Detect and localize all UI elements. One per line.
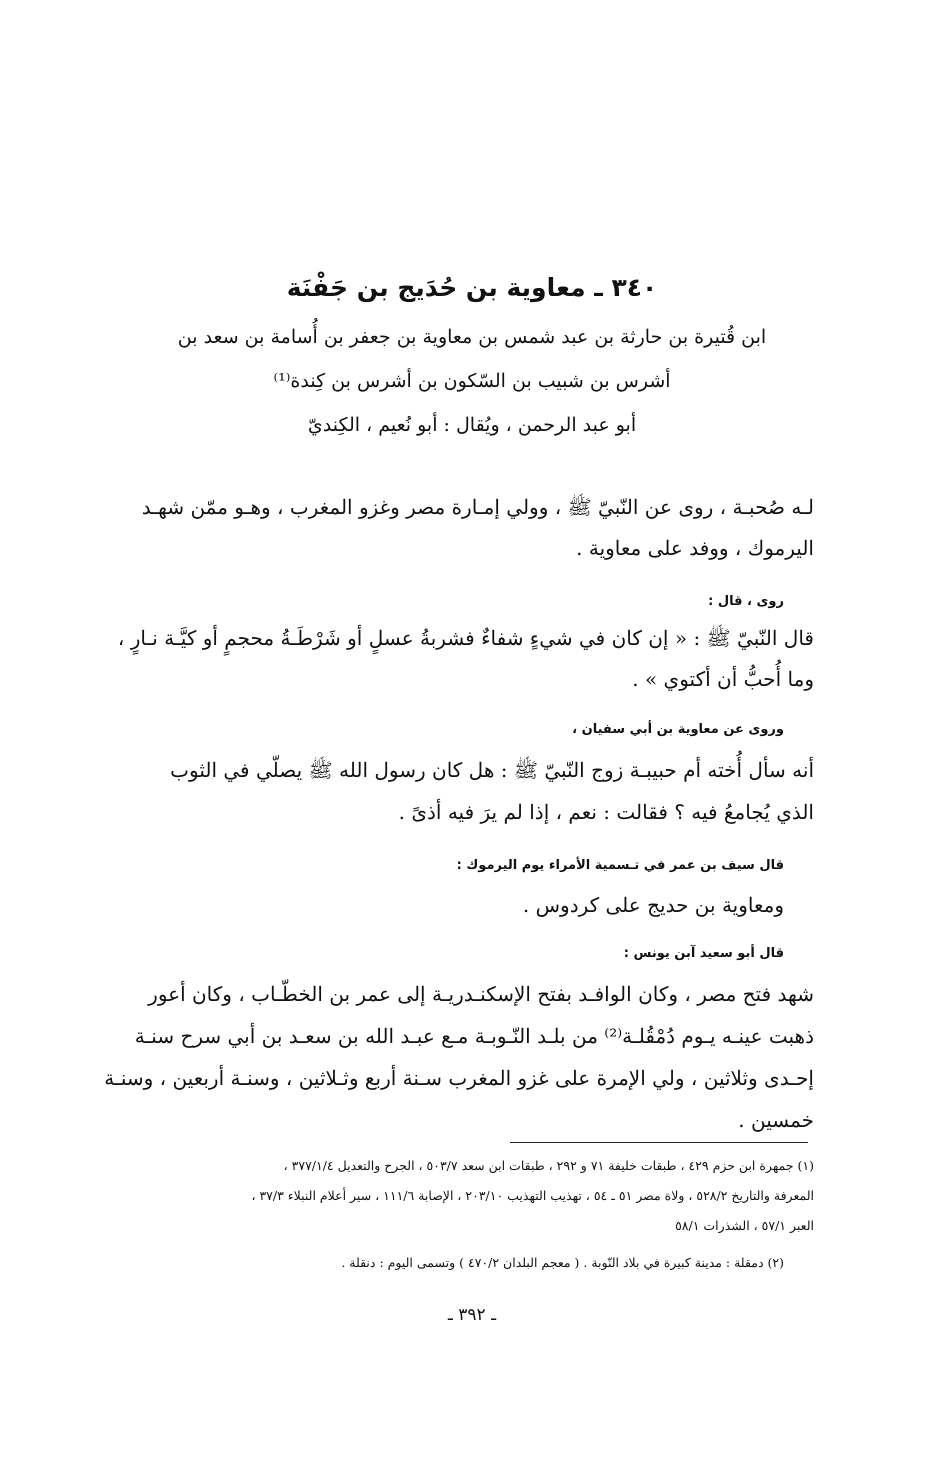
- ibn-yunus-line-2: ذهبت عينـه يـوم دُمْقُلـة⁽²⁾ من بلـد النّـوبـة مـع عبـد الله بن سعـد بن أبي سرح سنـة: [134, 1024, 814, 1048]
- lineage-line-1: ابن قُتيرة بن حارثة بن عبد شمس بن معاوية بن جعفر بن أُسامة بن سعد بن: [177, 326, 767, 348]
- footnote-1-line-1: (١) جمهرة ابن حزم ٤٢٩ ، طبقات خليفة ٧١ و ٢٩٢ ، طبقات ابن سعد ٥٠٣/٧ ، الجرح والتعديل ٣٧٧/١/٤ ،: [283, 1158, 814, 1173]
- section-heading-1: روى ، قال :: [708, 594, 784, 609]
- footnote-divider: [510, 1142, 808, 1143]
- ibn-yunus-line-3: إحـدى وثلاثين ، ولي الإمرة على غزو المغرب سـنة أربع وثـلاثين ، وسنـة أربعين ، وسنـة: [104, 1066, 814, 1090]
- section-heading-4: قال أبو سعيد آبن يونس :: [623, 946, 784, 961]
- section-heading-2: وروى عن معاوية بن أبي سفيان ،: [572, 722, 784, 737]
- footnote-1-line-3: العبر ٥٧/١ ، الشذرات ٥٨/١: [675, 1218, 814, 1233]
- lineage-line-2: أشرس بن شبيب بن السّكون بن أشرس بن كِندة⁽¹⁾: [273, 370, 671, 392]
- footnote-1-line-2: المعرفة والتاريخ ٥٢٨/٢ ، ولاة مصر ٥١ ـ ٥٤ ، تهذيب التهذيب ٢٠٣/١٠ ، الإصابة ١١١/٦ ، سير أعلام النبلاء ٣٧/٣ ،: [251, 1188, 814, 1203]
- section-heading-3: قال سيف بن عمر في تـسمية الأمراء يوم اليرموك :: [456, 858, 784, 873]
- hadith-2-line-2: الذي يُجامعُ فيه ؟ فقالت : نعم ، إذا لم يرَ فيه أذىً .: [398, 800, 814, 824]
- saif-line: ومعاوية بن حديج على كردوس .: [522, 893, 784, 917]
- intro-line-2: اليرموك ، ووفد على معاوية .: [576, 536, 814, 560]
- kunya-line: أبو عبد الرحمن ، ويُقال : أبو نُعيم ، الكِنديّ: [307, 414, 637, 436]
- ibn-yunus-line-1: شهد فتح مصر ، وكان الوافـد بفتح الإسكنـدريـة إلى عمر بن الخطّـاب ، وكان أعور: [148, 982, 814, 1006]
- ibn-yunus-line-4: خمسين .: [738, 1108, 814, 1132]
- page-number: ـ ٣٩٢ ـ: [447, 1305, 497, 1325]
- entry-title: ٣٤٠ ـ معاوية بن حُدَيج بن جَفْنَة: [286, 273, 658, 302]
- hadith-2-line-1: أنه سأل أُخته أم حبيبـة زوج النّبيّ ﷺ : هل كان رسول الله ﷺ يصلّي في الثوب: [170, 758, 814, 782]
- footnote-2: (٢) دمقلة : مدينة كبيرة في بلاد النّوبة . ( معجم البلدان ٤٧٠/٢ ) وتسمى اليوم : دنقلة .: [341, 1255, 784, 1270]
- hadith-1-line-1: قال النّبيّ ﷺ : « إن كان في شيءٍ شفاءٌ فشربةُ عسلٍ أو شَرْطَـةُ محجمٍ أو كيَّـة نـارٍ ،: [117, 626, 814, 650]
- intro-line-1: لـه صُحبـة ، روى عن النّبيّ ﷺ ، وولي إمـارة مصر وغزو المغرب ، وهـو ممّن شهـد: [141, 495, 814, 519]
- hadith-1-line-2: وما أُحبُّ أن أكتوي » .: [632, 667, 814, 691]
